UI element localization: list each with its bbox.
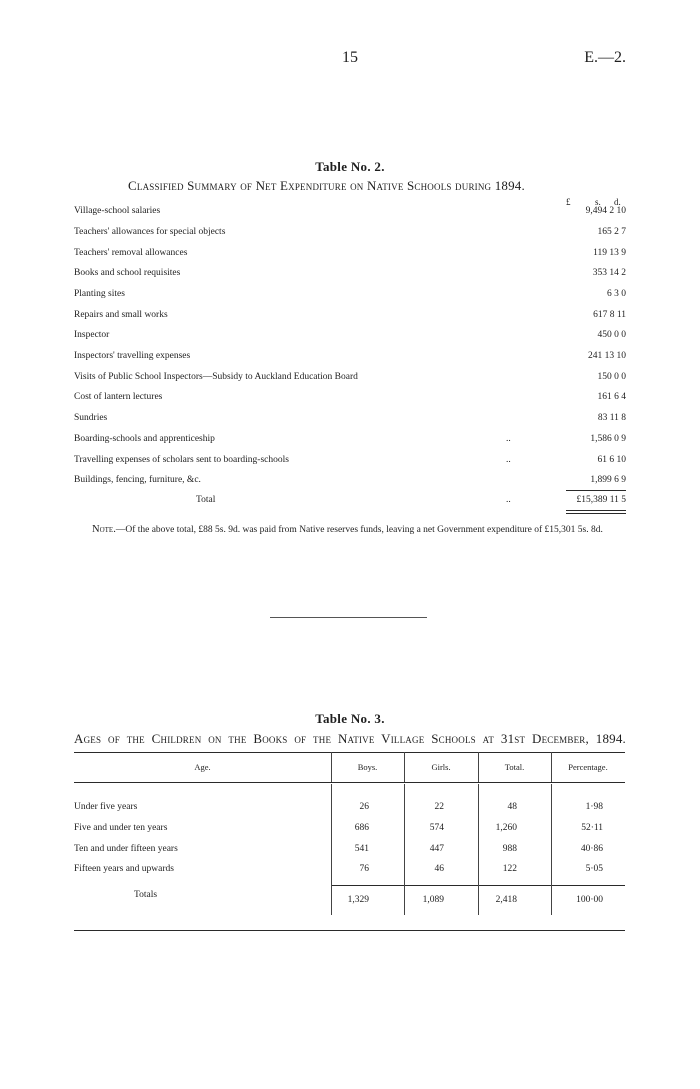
- age-label: Five and under ten years: [74, 823, 168, 833]
- note-lead: Note.: [92, 524, 116, 535]
- pounds-unit: £: [566, 197, 571, 207]
- expenditure-amount: 617 8 11: [593, 310, 626, 320]
- expenditure-amount: 9,494 2 10: [585, 206, 626, 216]
- expenditure-row: [74, 351, 626, 369]
- series-code: E.—2.: [584, 49, 626, 66]
- expenditure-row: [74, 475, 626, 493]
- expenditure-label: Travelling expenses of scholars sent to boarding-schools: [74, 455, 289, 465]
- expenditure-row: [74, 455, 626, 473]
- expenditure-amount: 6 3 0: [607, 289, 626, 299]
- expenditure-row: [74, 392, 626, 410]
- totals-label: Totals: [134, 890, 158, 900]
- age-label: Under five years: [74, 802, 138, 812]
- expenditure-row: [74, 413, 626, 431]
- expenditure-amount: 61 6 10: [597, 455, 626, 465]
- page-number: 15: [342, 49, 358, 66]
- expenditure-label: Boarding-schools and apprenticeship: [74, 434, 215, 444]
- section-divider: [270, 617, 427, 618]
- header-girls: Girls.: [431, 762, 451, 772]
- total-value: 988: [502, 844, 517, 854]
- header-total: Total.: [504, 762, 525, 772]
- col-divider: [331, 784, 332, 915]
- expenditure-amount: 353 14 2: [592, 268, 626, 278]
- percentage-value: 40·86: [580, 844, 603, 854]
- expenditure-label: Buildings, fencing, furniture, &c.: [74, 475, 201, 485]
- table2-title: Table No. 2.: [315, 159, 385, 174]
- header-bottom-rule: [74, 782, 625, 783]
- expenditure-label: Visits of Public School Inspectors—Subsidy to Auckland Education Board: [74, 372, 358, 382]
- percentage-value: 52·11: [581, 823, 603, 833]
- total-label: Total: [196, 495, 216, 505]
- expenditure-amount: 150 0 0: [597, 372, 626, 382]
- expenditure-row: [74, 372, 626, 390]
- leader-dots: ..: [506, 434, 511, 444]
- header-percentage: Percentage.: [568, 762, 608, 772]
- table3-subtitle: Ages of the Children on the Books of the Native Village Schools at 31st December, 1894.: [74, 731, 626, 746]
- pence-unit: d.: [614, 197, 621, 207]
- expenditure-label: Inspectors' travelling expenses: [74, 351, 191, 361]
- boys-total: 1,329: [347, 895, 369, 905]
- percentage-value: 5·05: [585, 864, 603, 874]
- shillings-unit: s.: [595, 197, 601, 207]
- expenditure-label: Teachers' allowances for special objects: [74, 227, 226, 237]
- expenditure-amount: 241 13 10: [588, 351, 626, 361]
- col-divider: [551, 784, 552, 915]
- girls-value: 447: [429, 844, 444, 854]
- percentage-total: 100·00: [576, 895, 603, 905]
- boys-value: 686: [354, 823, 369, 833]
- leader-dots: ..: [506, 455, 511, 465]
- expenditure-total-row: [74, 495, 626, 513]
- total-value: 122: [502, 864, 517, 874]
- header-boys: Boys.: [357, 762, 378, 772]
- table2-subtitle: Classified Summary of Net Expenditure on Native Schools during 1894.: [128, 178, 525, 193]
- expenditure-label: Village-school salaries: [74, 206, 161, 216]
- age-label: Fifteen years and upwards: [74, 864, 174, 874]
- expenditure-label: Inspector: [74, 330, 110, 340]
- note-paragraph: [74, 520, 626, 540]
- expenditure-label: Teachers' removal allowances: [74, 248, 188, 258]
- table3-title: Table No. 3.: [315, 711, 385, 726]
- expenditure-row: [74, 310, 626, 328]
- expenditure-label: Planting sites: [74, 289, 125, 299]
- expenditure-row: [74, 330, 626, 348]
- expenditure-row: [74, 227, 626, 245]
- age-label: Ten and under fifteen years: [74, 844, 178, 854]
- girls-value: 574: [429, 823, 444, 833]
- total-double-rule-bottom: [566, 513, 626, 514]
- header-age: Age.: [194, 762, 211, 772]
- total-value: 48: [507, 802, 517, 812]
- expenditure-row: [74, 268, 626, 286]
- expenditure-row: [74, 248, 626, 266]
- expenditure-amount: 1,586 0 9: [590, 434, 626, 444]
- expenditure-label: Sundries: [74, 413, 108, 423]
- expenditure-row: [74, 206, 626, 224]
- expenditure-label: Repairs and small works: [74, 310, 168, 320]
- expenditure-label: Books and school requisites: [74, 268, 181, 278]
- leader-dots: ..: [506, 495, 511, 505]
- expenditure-amount: 119 13 9: [593, 248, 626, 258]
- total-amount: £15,389 11 5: [576, 495, 626, 505]
- col-divider: [478, 784, 479, 915]
- table-bottom-rule: [74, 930, 625, 931]
- expenditure-amount: 450 0 0: [597, 330, 626, 340]
- grand-total: 2,418: [495, 895, 517, 905]
- expenditure-row: [74, 434, 626, 452]
- girls-value: 46: [434, 864, 444, 874]
- girls-total: 1,089: [422, 895, 444, 905]
- boys-value: 26: [359, 802, 369, 812]
- note-text: —Of the above total, £88 5s. 9d. was paid from Native reserves funds, leaving a net Government expenditure of £15,301 5s. 8d.: [115, 525, 603, 535]
- expenditure-amount: 83 11 8: [597, 413, 626, 423]
- boys-value: 76: [359, 864, 369, 874]
- expenditure-amount: 165 2 7: [597, 227, 626, 237]
- boys-value: 541: [354, 844, 369, 854]
- total-value: 1,260: [495, 823, 517, 833]
- expenditure-amount: 161 6 4: [597, 392, 626, 402]
- expenditure-row: [74, 289, 626, 307]
- expenditure-label: Cost of lantern lectures: [74, 392, 163, 402]
- girls-value: 22: [434, 802, 444, 812]
- subtotal-rule: [566, 490, 626, 491]
- col-divider: [404, 784, 405, 915]
- expenditure-amount: 1,899 6 9: [590, 475, 626, 485]
- percentage-value: 1·98: [585, 802, 603, 812]
- total-double-rule-top: [566, 510, 626, 511]
